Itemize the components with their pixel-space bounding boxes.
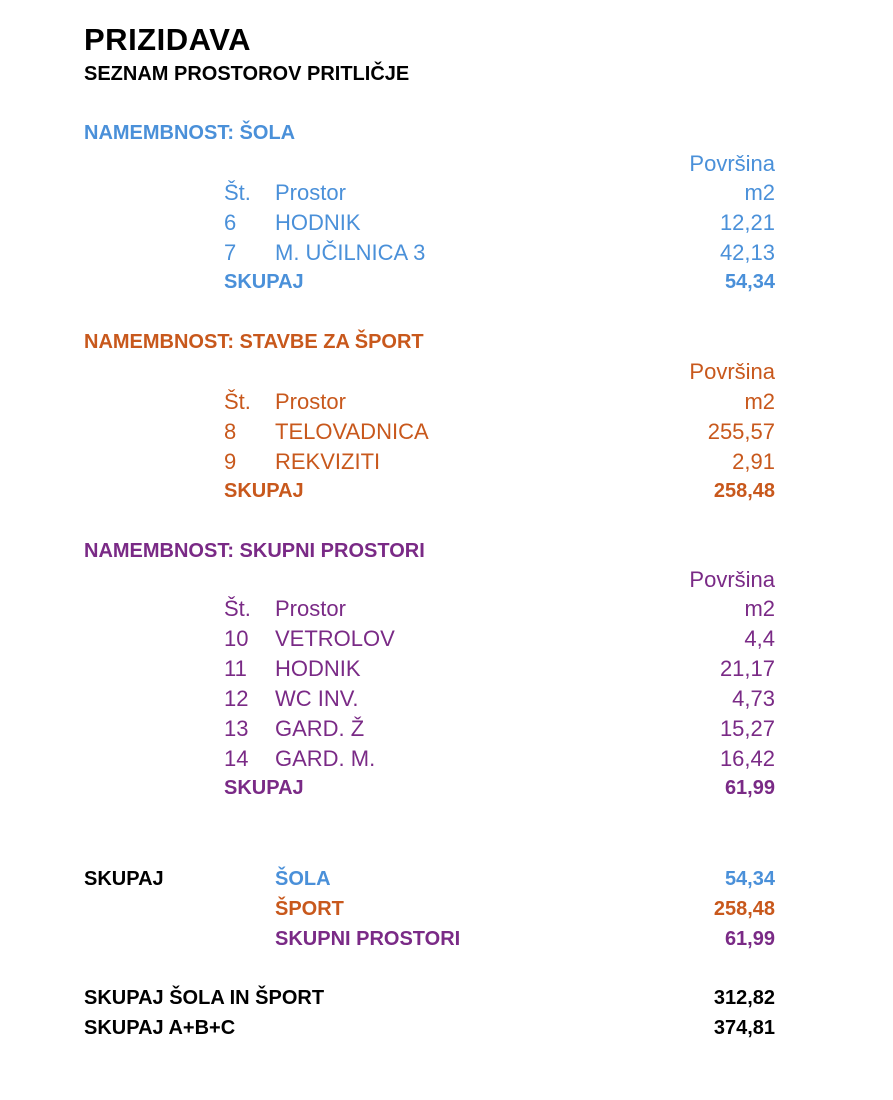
room-name: REKVIZITI — [275, 449, 381, 474]
col-unit-header: m2 — [744, 180, 775, 205]
room-number: 11 — [224, 656, 247, 681]
col-room-header: Prostor — [275, 180, 346, 205]
totals-category: ŠOLA — [275, 868, 331, 890]
room-number: 12 — [224, 686, 249, 711]
totals-label: SKUPAJ — [84, 868, 164, 890]
grand-total-row — [0, 1017, 893, 1047]
sum-label: SKUPAJ — [224, 480, 304, 502]
room-number: 8 — [224, 419, 237, 444]
table-header-row — [0, 389, 893, 419]
totals-value: 258,48 — [713, 898, 775, 920]
room-number: 13 — [224, 716, 249, 741]
totals-row — [0, 868, 893, 898]
table-header-row — [0, 180, 893, 210]
room-area: 255,57 — [707, 419, 775, 444]
table-header-row — [0, 151, 893, 181]
col-no-header: Št. — [224, 389, 251, 414]
table-row — [0, 746, 893, 776]
section-sum-row — [0, 480, 893, 510]
totals-category: ŠPORT — [275, 898, 344, 920]
col-unit-header: m2 — [744, 389, 775, 414]
section-heading: NAMEMBNOST: STAVBE ZA ŠPORT — [84, 331, 424, 353]
table-row — [0, 240, 893, 270]
col-room-header: Prostor — [275, 389, 346, 414]
table-row — [0, 419, 893, 449]
area-header: Površina — [689, 567, 775, 592]
table-row — [0, 626, 893, 656]
room-name: M. UČILNICA 3 — [275, 240, 426, 265]
grand-total-label: SKUPAJ A+B+C — [84, 1017, 236, 1039]
room-name: GARD. Ž — [275, 716, 365, 741]
room-number: 10 — [224, 626, 249, 651]
room-area: 15,27 — [719, 716, 775, 741]
table-row — [0, 210, 893, 240]
table-row — [0, 449, 893, 479]
room-area: 16,42 — [719, 746, 775, 771]
totals-row — [0, 898, 893, 928]
page-subtitle: SEZNAM PROSTOROV PRITLIČJE — [84, 63, 410, 85]
area-header: Površina — [689, 151, 775, 176]
sum-value: 61,99 — [724, 777, 775, 799]
grand-total-value: 312,82 — [713, 987, 775, 1009]
room-name: TELOVADNICA — [275, 419, 429, 444]
section-sum-row — [0, 777, 893, 807]
room-name: VETROLOV — [275, 626, 395, 651]
table-header-row — [0, 567, 893, 597]
grand-total-row — [0, 987, 893, 1017]
table-row — [0, 686, 893, 716]
room-area: 12,21 — [719, 210, 775, 235]
room-number: 7 — [224, 240, 237, 265]
room-area: 42,13 — [719, 240, 775, 265]
col-unit-header: m2 — [744, 596, 775, 621]
table-row — [0, 716, 893, 746]
room-name: HODNIK — [275, 210, 361, 235]
section-heading: NAMEMBNOST: SKUPNI PROSTORI — [84, 540, 425, 562]
table-header-row — [0, 596, 893, 626]
totals-value: 61,99 — [724, 928, 775, 950]
sum-label: SKUPAJ — [224, 271, 304, 293]
sum-label: SKUPAJ — [224, 777, 304, 799]
col-no-header: Št. — [224, 596, 251, 621]
table-header-row — [0, 359, 893, 389]
section-sum-row — [0, 271, 893, 301]
room-name: GARD. M. — [275, 746, 376, 771]
room-area: 2,91 — [732, 449, 775, 474]
room-number: 6 — [224, 210, 237, 235]
room-area: 4,4 — [744, 626, 775, 651]
sum-value: 54,34 — [724, 271, 775, 293]
room-area: 4,73 — [732, 686, 775, 711]
totals-value: 54,34 — [724, 868, 775, 890]
area-header: Površina — [689, 359, 775, 384]
room-name: HODNIK — [275, 656, 361, 681]
section-heading: NAMEMBNOST: ŠOLA — [84, 122, 296, 144]
grand-total-value: 374,81 — [713, 1017, 775, 1039]
room-area: 21,17 — [719, 656, 775, 681]
table-row — [0, 656, 893, 686]
grand-total-label: SKUPAJ ŠOLA IN ŠPORT — [84, 987, 325, 1009]
col-room-header: Prostor — [275, 596, 346, 621]
totals-row — [0, 928, 893, 958]
room-number: 14 — [224, 746, 249, 771]
totals-category: SKUPNI PROSTORI — [275, 928, 461, 950]
page-title: PRIZIDAVA — [84, 22, 251, 57]
sum-value: 258,48 — [713, 480, 775, 502]
col-no-header: Št. — [224, 180, 251, 205]
room-number: 9 — [224, 449, 237, 474]
room-name: WC INV. — [275, 686, 359, 711]
